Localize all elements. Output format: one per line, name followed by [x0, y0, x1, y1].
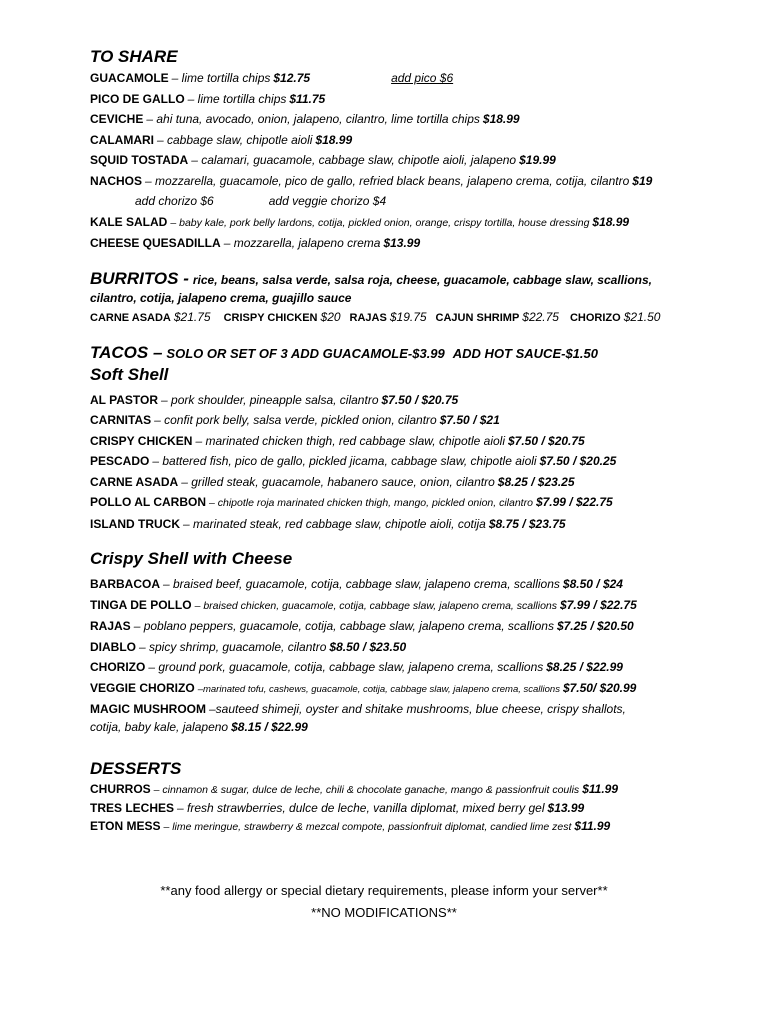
item-desc: – lime meringue, strawberry & mezcal compote, passionfruit diplomat, candied lime zest	[163, 821, 572, 833]
menu-item	[90, 68, 690, 89]
item-name: ETON MESS	[90, 819, 161, 833]
item-desc: –marinated tofu, cashews, guacamole, cotija, cabbage slaw, jalapeno crema, scallions	[197, 683, 560, 695]
item-name: ISLAND TRUCK	[90, 516, 180, 531]
tacos-note-price: -$1.50	[561, 345, 598, 361]
burritos-desc: rice, beans, salsa verde, salsa roja, cheese, guacamole, cabbage slaw, scallions,	[192, 272, 652, 287]
item-price: $8.15 / $22.99	[231, 720, 308, 734]
item-price: $22.75	[522, 309, 559, 324]
menu-item	[90, 817, 690, 836]
item-name: CRISPY CHICKEN	[223, 311, 318, 324]
item-desc: – marinated steak, red cabbage slaw, chipotle aioli, cotija	[183, 516, 486, 531]
item-price: $13.99	[383, 236, 421, 250]
item-name: CHORIZO	[569, 311, 621, 324]
item-name: RAJAS	[90, 619, 131, 633]
item-price: $7.50 / $20.75	[381, 392, 459, 407]
tacos-header	[90, 342, 690, 364]
item-price: $7.50 / $20.75	[508, 433, 585, 448]
item-desc: –sauteed shimeji, oyster and shitake mushrooms, blue cheese, crispy shallots, cotija, baby kale, jalapeno	[90, 702, 626, 734]
item-price: $21.50	[623, 309, 661, 324]
item-price: $12.75	[273, 71, 311, 85]
item-name: AL PASTOR	[90, 392, 159, 407]
item-desc: – cinnamon & sugar, dulce de leche, chili & chocolate ganache, mango & passionfruit coulis	[153, 784, 580, 796]
item-name: SQUID TOSTADA	[90, 153, 189, 167]
item-desc: – braised beef, guacamole, cotija, cabbage slaw, jalapeno crema, scallions	[163, 577, 560, 591]
menu-item	[90, 657, 690, 678]
menu-item	[90, 574, 690, 595]
item-price: $7.50/ $20.99	[562, 680, 637, 695]
no-modifications-notice: **NO MODIFICATIONS**	[311, 905, 457, 920]
menu-item	[90, 514, 690, 535]
item-desc: – spicy shrimp, guacamole, cilantro	[139, 639, 327, 654]
to-share-title: TO SHARE	[90, 47, 178, 66]
tacos-title: TACOS –	[90, 342, 163, 362]
item-desc: – chipotle roja marinated chicken thigh, mango, pickled onion, cilantro	[209, 497, 533, 509]
item-addon: add chorizo $6	[135, 194, 214, 208]
item-name: GUACAMOLE	[90, 71, 169, 85]
item-name: CARNE ASADA	[90, 474, 179, 489]
item-desc: – marinated chicken thigh, red cabbage slaw, chipotle aioli	[195, 433, 505, 448]
item-price: $20	[320, 309, 341, 324]
menu-item	[90, 451, 690, 472]
menu-item	[90, 700, 650, 736]
item-addon: add veggie chorizo $4	[268, 194, 387, 208]
item-desc: – poblano peppers, guacamole, cotija, cabbage slaw, jalapeno crema, scallions	[133, 619, 554, 633]
item-name: CRISPY CHICKEN	[90, 433, 193, 448]
menu-item	[90, 431, 690, 452]
item-name: TINGA DE POLLO	[90, 597, 192, 612]
item-name: CHEESE QUESADILLA	[90, 236, 221, 250]
menu-item	[90, 780, 690, 799]
item-desc: – confit pork belly, salsa verde, pickled onion, cilantro	[154, 413, 437, 427]
menu-item	[90, 678, 690, 701]
item-desc: – battered fish, pico de gallo, pickled jicama, cabbage slaw, chipotle aioli	[152, 454, 537, 468]
item-price: $19	[632, 173, 653, 188]
item-desc: – calamari, guacamole, cabbage slaw, chipotle aioli, jalapeno	[191, 153, 517, 167]
menu-item	[90, 171, 690, 192]
item-name: CARNITAS	[90, 413, 152, 427]
item-desc: – ground pork, guacamole, cotija, cabbage slaw, jalapeno crema, scallions	[148, 660, 544, 674]
item-name: VEGGIE CHORIZO	[90, 680, 195, 695]
item-name: CEVICHE	[90, 112, 144, 126]
menu-item	[90, 212, 690, 234]
menu-item	[90, 637, 690, 658]
menu-item	[90, 233, 690, 254]
item-price: $21.75	[173, 309, 211, 324]
item-price: $11.75	[289, 91, 326, 106]
item-price: $18.99	[592, 214, 630, 229]
item-price: $8.25 / $22.99	[546, 660, 623, 674]
menu-item	[90, 410, 690, 431]
item-desc: – grilled steak, guacamole, habanero sauce, onion, cilantro	[181, 474, 495, 489]
item-price: $11.99	[582, 782, 618, 796]
item-price: $18.99	[482, 112, 520, 126]
item-addon: add pico $6	[391, 71, 454, 85]
item-desc: – lime tortilla chips	[187, 91, 287, 106]
item-price: $19.99	[519, 153, 556, 167]
menu-item	[90, 130, 690, 151]
menu-item	[90, 595, 690, 617]
tacos-note: SOLO OR SET OF 3 ADD GUACAMOLE	[166, 345, 408, 361]
item-desc: – mozzarella, guacamole, pico de gallo, refried black beans, jalapeno crema, cotija, cilantro	[145, 173, 630, 188]
item-name: RAJAS	[349, 311, 387, 324]
footer-notice	[0, 880, 768, 924]
item-name: POLLO AL CARBON	[90, 495, 206, 509]
item-price: $18.99	[315, 132, 353, 147]
burritos-title: BURRITOS -	[90, 268, 189, 288]
item-price: $7.50 / $21	[439, 413, 500, 427]
item-name: TRES LECHES	[90, 801, 175, 815]
item-desc: – baby kale, pork belly lardons, cotija, pickled onion, orange, crispy tortilla, house dressing	[170, 216, 590, 229]
menu-item	[90, 150, 690, 171]
item-price: $11.99	[574, 819, 611, 833]
item-price: $7.50 / $20.25	[539, 454, 617, 468]
item-name: PICO DE GALLO	[90, 91, 185, 106]
item-desc: – pork shoulder, pineapple salsa, cilantro	[161, 392, 379, 407]
item-name: CHURROS	[90, 782, 151, 796]
item-name: DIABLO	[90, 639, 136, 654]
item-price: $7.99 / $22.75	[560, 597, 637, 612]
crispy-shell-title: Crispy Shell with Cheese	[90, 549, 293, 568]
item-name: MAGIC MUSHROOM	[90, 702, 206, 716]
item-desc: – ahi tuna, avocado, onion, jalapeno, cilantro, lime tortilla chips	[146, 112, 480, 126]
nachos-addons	[90, 191, 690, 212]
burritos-desc-2: cilantro, cotija, jalapeno crema, guajillo sauce	[90, 290, 352, 305]
item-price: $8.25 / $23.25	[497, 474, 575, 489]
item-price: $13.99	[547, 801, 585, 815]
menu-item	[90, 472, 690, 493]
burrito-options	[90, 307, 690, 328]
burritos-header	[90, 268, 690, 290]
menu-item	[90, 799, 690, 817]
item-desc: – fresh strawberries, dulce de leche, vanilla diplomat, mixed berry gel	[177, 801, 545, 815]
item-desc: – braised chicken, guacamole, cotija, cabbage slaw, jalapeno crema, scallions	[194, 599, 558, 612]
item-price: $19.75	[389, 309, 427, 324]
allergy-notice: **any food allergy or special dietary requirements, please inform your server**	[160, 883, 608, 898]
item-price: $8.75 / $23.75	[488, 516, 566, 531]
item-name: CALAMARI	[90, 132, 154, 147]
tacos-note-price: -$3.99	[407, 345, 445, 361]
item-name: CARNE ASADA	[90, 311, 171, 324]
item-name: BARBACOA	[90, 577, 160, 591]
item-name: CHORIZO	[90, 660, 146, 674]
item-desc: – cabbage slaw, chipotle aioli	[157, 132, 313, 147]
soft-shell-title: Soft Shell	[90, 364, 169, 384]
item-name: CAJUN SHRIMP	[435, 311, 520, 324]
desserts-title: DESSERTS	[90, 759, 182, 778]
menu-item	[90, 109, 690, 130]
item-name: KALE SALAD	[90, 214, 168, 229]
menu-item	[90, 492, 690, 514]
item-price: $7.25 / $20.50	[556, 619, 634, 633]
tacos-note: ADD HOT SAUCE	[452, 345, 562, 361]
item-desc: – lime tortilla chips	[171, 71, 271, 85]
item-price: $7.99 / $22.75	[535, 495, 613, 509]
menu-item	[90, 390, 690, 411]
item-price: $8.50 / $23.50	[329, 639, 407, 654]
menu-item	[90, 89, 690, 110]
menu-page	[90, 46, 690, 836]
item-name: NACHOS	[90, 173, 143, 188]
item-price: $8.50 / $24	[562, 577, 623, 591]
item-name: PESCADO	[90, 454, 150, 468]
item-desc: – mozzarella, jalapeno crema	[223, 236, 381, 250]
menu-item	[90, 616, 690, 637]
